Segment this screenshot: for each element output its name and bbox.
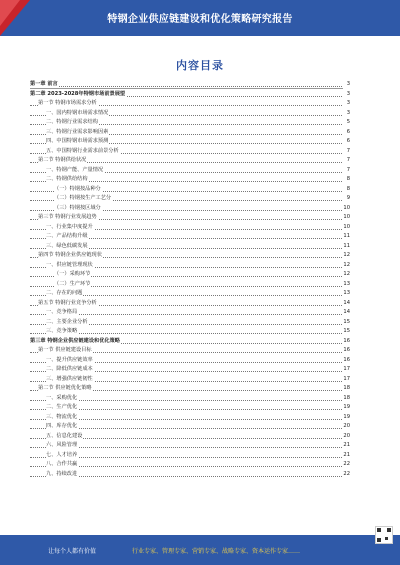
toc-page-number: 18 [343, 384, 350, 394]
toc-page-number: 3 [343, 109, 350, 119]
toc-page-number: 22 [343, 470, 350, 480]
toc-entry-text: 第二节 特钢供给状况 [38, 157, 87, 163]
toc-entry[interactable] [30, 384, 350, 394]
toc-page-number: 9 [343, 194, 350, 204]
toc-entry-text: 三、绿色低碳发展 [46, 242, 88, 249]
toc-page-number: 10 [343, 204, 350, 214]
toc-entry-text: 一、提升供应链效率 [46, 356, 93, 363]
toc-entry-text: 七、人才培养 [46, 451, 78, 458]
toc-entry[interactable] [30, 118, 350, 128]
toc-page-number: 3 [343, 80, 350, 90]
toc-entry-text: 第二章 2023-2028年特钢市场前景展望 [30, 90, 126, 97]
footer-slogan: 行业专家、管理专家、营销专家、战略专家、资本运作专家…… [132, 548, 301, 555]
toc-entry-text: 一、供应链管理现状 [46, 261, 93, 268]
toc-page-number: 12 [343, 270, 350, 280]
toc-page-number: 7 [343, 166, 350, 176]
toc-entry-text: （三）特钢按区域分 [54, 204, 101, 211]
toc-entry[interactable] [30, 403, 350, 413]
toc-entry-text: 五、中国特钢行业需求前景分析 [46, 147, 119, 154]
toc-entry[interactable] [30, 242, 350, 252]
toc-page-number: 12 [343, 251, 350, 261]
toc-page-number: 12 [343, 261, 350, 271]
toc-entry-text: 二、生产优化 [46, 404, 78, 410]
toc-entry[interactable] [30, 137, 350, 147]
qr-code-icon [375, 526, 393, 544]
toc-entry-text: 六、风险管理 [46, 442, 78, 448]
toc-page-number: 21 [343, 441, 350, 451]
toc-page-number: 16 [343, 356, 350, 366]
toc-page-number: 14 [343, 308, 350, 318]
toc-page-number: 13 [343, 289, 350, 299]
toc-page-number: 7 [343, 147, 350, 157]
toc-page-number: 20 [343, 432, 350, 442]
toc-entry[interactable] [30, 109, 350, 119]
toc-entry-text: 三、物流优化 [46, 413, 78, 420]
toc-entry[interactable] [30, 204, 350, 214]
toc-entry-text: 第三节 特钢行业发展趋势 [38, 214, 97, 220]
toc-entry-text: （一）特钢按品种分 [54, 185, 101, 192]
toc-entry-text: 二、主要企业分析 [46, 318, 88, 325]
toc-page-number: 10 [343, 223, 350, 233]
toc-entry[interactable] [30, 194, 350, 204]
toc-entry[interactable] [30, 365, 350, 375]
toc-entry[interactable] [30, 441, 350, 451]
toc-entry[interactable] [30, 147, 350, 157]
toc-page-number: 17 [343, 375, 350, 385]
toc-entry-text: 三、增强供应链韧性 [46, 375, 93, 382]
toc-entry-text: （一）采购环节 [54, 271, 91, 277]
toc-entry[interactable] [30, 394, 350, 404]
toc-page-number: 22 [343, 460, 350, 470]
toc-entry-text: 二、存在的问题 [46, 290, 83, 296]
toc-entry-text: 一、国内特钢市场需求情况 [46, 109, 109, 116]
toc-page-number: 17 [343, 365, 350, 375]
toc-entry[interactable] [30, 413, 350, 423]
toc-entry-text: （二）生产环节 [54, 280, 91, 287]
toc-entry-text: 二、降低供应链成本 [46, 366, 93, 372]
toc-page-number: 16 [343, 346, 350, 356]
toc-entry[interactable] [30, 460, 350, 470]
toc-page-number: 19 [343, 413, 350, 423]
toc-entry-text: 一、特钢产能、产量情况 [46, 166, 104, 173]
toc-entry[interactable] [30, 175, 350, 185]
toc-entry[interactable] [30, 422, 350, 432]
toc-page-number: 11 [343, 242, 350, 252]
toc-entry-text: 四、库存优化 [46, 423, 78, 429]
toc-entry[interactable] [30, 232, 350, 242]
toc-page-number: 3 [343, 99, 350, 109]
toc-entry-text: 第一节 特钢市场需求分析 [38, 100, 97, 106]
toc-entry[interactable] [30, 308, 350, 318]
toc-entry[interactable] [30, 128, 350, 138]
toc-page-number: 19 [343, 403, 350, 413]
toc-page-number: 8 [343, 175, 350, 185]
toc-page-number: 15 [343, 327, 350, 337]
toc-entry[interactable] [30, 356, 350, 366]
toc-entry[interactable] [30, 432, 350, 442]
toc-page-number: 11 [343, 232, 350, 242]
toc-entry-text: 三、特钢行业需求影响因素 [46, 128, 109, 135]
toc-page-number: 13 [343, 280, 350, 290]
toc-page-number: 7 [343, 156, 350, 166]
toc-entry-text: 八、合作共赢 [46, 461, 78, 467]
toc-entry[interactable] [30, 337, 350, 347]
toc-entry-text: 九、持续改进 [46, 470, 78, 477]
document-footer [0, 535, 400, 565]
toc-entry[interactable] [30, 451, 350, 461]
toc-entry[interactable] [30, 90, 350, 100]
toc-page-number: 16 [343, 337, 350, 347]
toc-page-number: 10 [343, 213, 350, 223]
toc-entry-text: 一、行业集中度提升 [46, 223, 93, 230]
toc-entry[interactable] [30, 99, 350, 109]
toc-entry[interactable] [30, 289, 350, 299]
toc-entry[interactable] [30, 470, 350, 480]
toc-page-number: 18 [343, 394, 350, 404]
toc-entry-text: 第五节 特钢行业竞争分析 [38, 299, 97, 306]
toc-heading: 内容目录 [176, 59, 224, 72]
toc-entry-text: 第四节 特钢企业供应链现状 [38, 252, 102, 258]
toc-entry-text: 二、特钢供给结构 [46, 176, 88, 182]
document-header [0, 0, 400, 36]
footer-motto: 让每个人都有价值 [48, 548, 97, 555]
toc-page-number: 8 [343, 185, 350, 195]
toc-page-number: 15 [343, 318, 350, 328]
toc-entry-text: 二、特钢行业需求结构 [46, 119, 98, 125]
toc-entry[interactable] [30, 327, 350, 337]
toc-entry[interactable] [30, 213, 350, 223]
toc-entry[interactable] [30, 80, 350, 90]
toc-entry-text: 第二节 供应链优化策略 [38, 385, 92, 391]
toc-page-number: 14 [343, 299, 350, 309]
toc-entry-text: 四、中国特钢市场需求预测 [46, 138, 109, 144]
toc-page-number: 5 [343, 118, 350, 128]
toc-entry[interactable] [30, 185, 350, 195]
toc-entry[interactable] [30, 280, 350, 290]
toc-entry[interactable] [30, 251, 350, 261]
toc-entry[interactable] [30, 318, 350, 328]
toc-entry-text: 第一章 前言 [30, 81, 58, 87]
toc-entry[interactable] [30, 299, 350, 309]
toc-entry-text: （二）特钢按生产工艺分 [54, 195, 112, 201]
toc-entry[interactable] [30, 346, 350, 356]
toc-page-number: 6 [343, 128, 350, 138]
toc-entry-text: 五、信息化建设 [46, 432, 83, 439]
toc-entry-text: 第一节 供应链建设目标 [38, 347, 92, 353]
toc-entry[interactable] [30, 261, 350, 271]
toc-page-number: 6 [343, 137, 350, 147]
toc-entry[interactable] [30, 166, 350, 176]
toc-page-number: 3 [343, 90, 350, 100]
toc-entry[interactable] [30, 223, 350, 233]
toc-entry[interactable] [30, 156, 350, 166]
toc-entry-text: 第三章 特钢企业供应链建设和优化策略 [30, 337, 120, 344]
toc-page-number: 21 [343, 451, 350, 461]
toc-page-number: 20 [343, 422, 350, 432]
table-of-contents [30, 80, 350, 479]
toc-entry-text: 三、竞争策略 [46, 328, 78, 334]
toc-entry-text: 一、竞争格局 [46, 309, 78, 315]
toc-entry-text: 一、采购优化 [46, 394, 78, 401]
toc-entry-text: 二、产品结构升级 [46, 233, 88, 239]
toc-entry[interactable] [30, 270, 350, 280]
toc-entry[interactable] [30, 375, 350, 385]
report-title: 特钢企业供应链建设和优化策略研究报告 [107, 14, 293, 25]
